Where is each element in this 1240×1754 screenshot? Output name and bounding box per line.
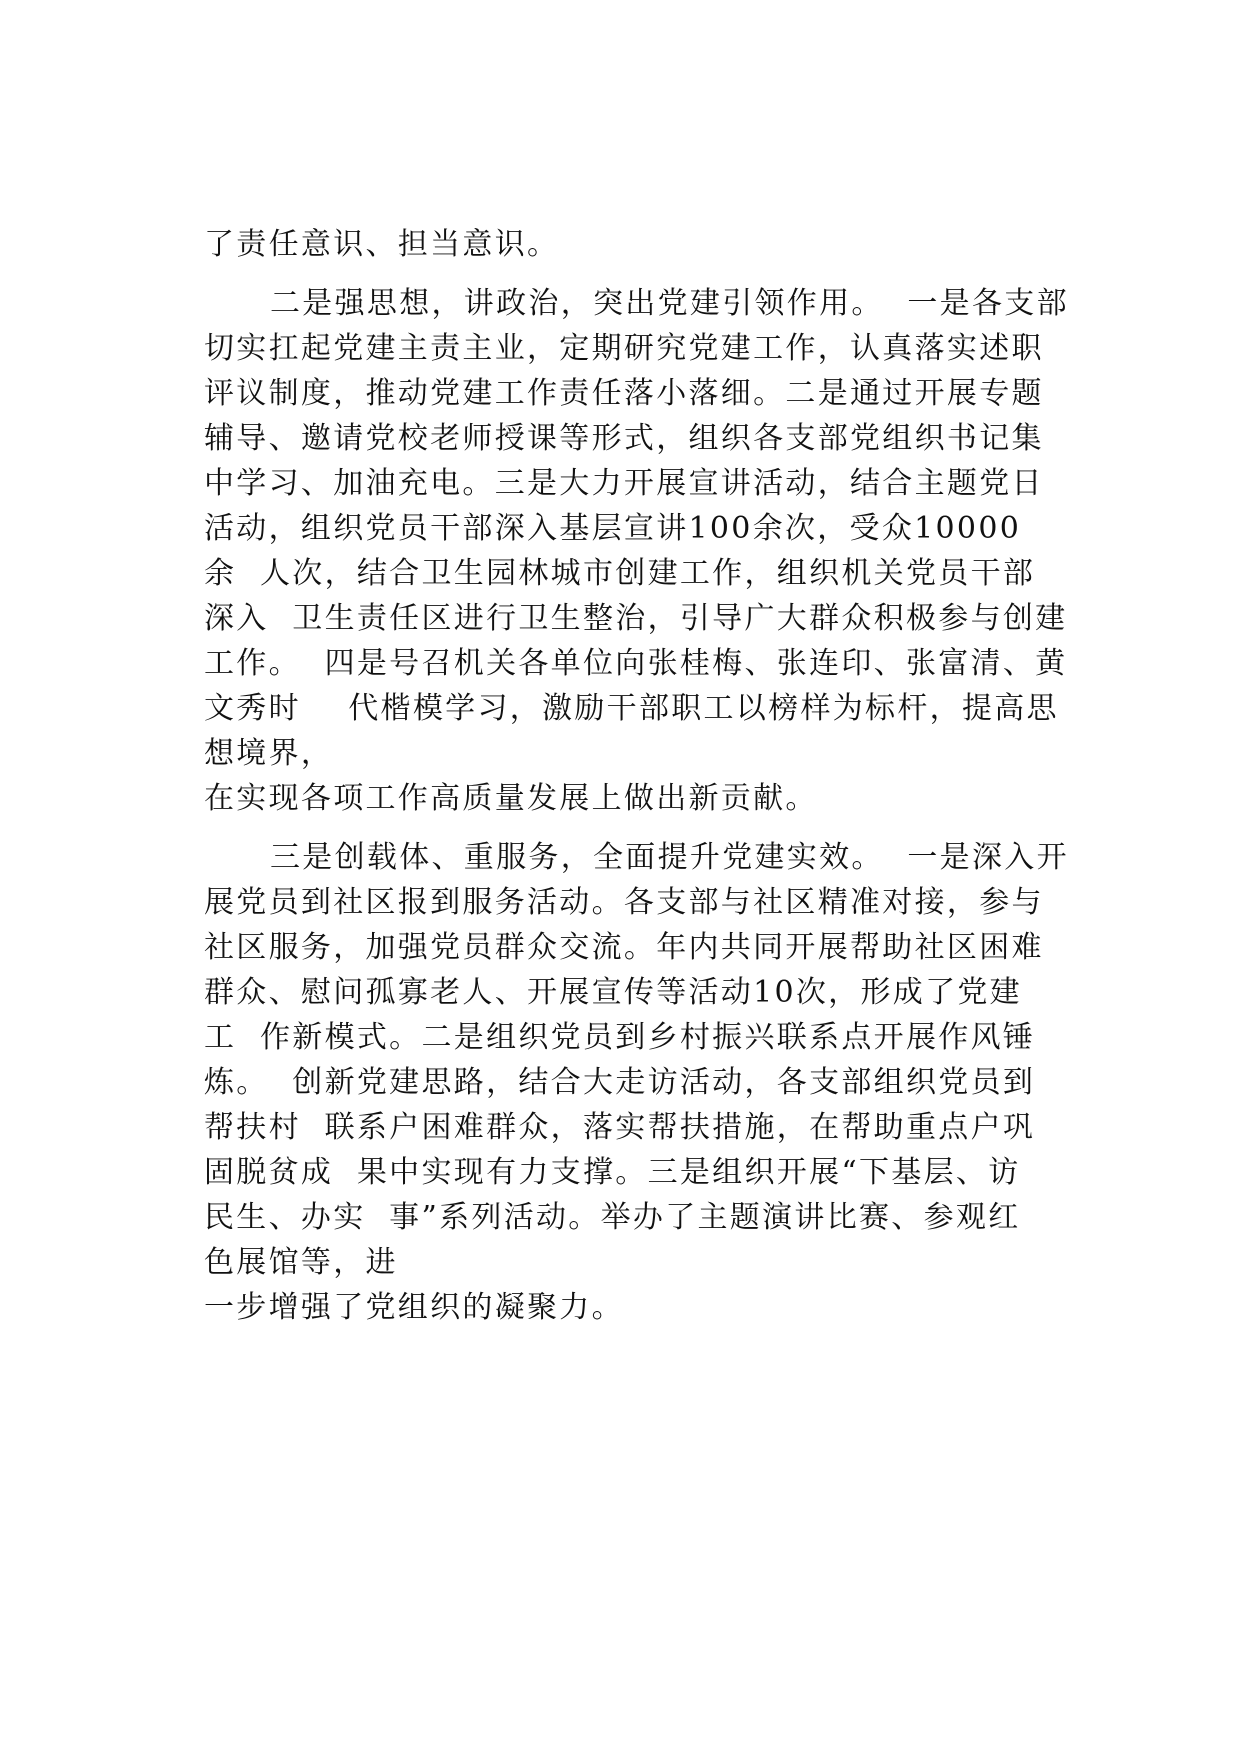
text-line: 展党员到社区报到服务活动。各支部与社区精准对接，参与 <box>204 885 1044 920</box>
text-line: 工 作新模式。二是组织党员到乡村振兴联系点开展作风锤 <box>204 1020 1036 1055</box>
text-line: 了责任意识、担当意识。 <box>204 227 560 262</box>
text-line: 色展馆等，进 <box>204 1245 398 1280</box>
text-line: 在实现各项工作高质量发展上做出新贡献。 <box>204 781 818 816</box>
section-two-heading-line: 二是强思想，讲政治，突出党建引领作用。 一是各支部 <box>270 286 1069 321</box>
text-line: 炼。 创新党建思路，结合大走访活动，各支部组织党员到 <box>204 1065 1036 1100</box>
text-line: 帮扶村 联系户困难群众，落实帮扶措施，在帮助重点户巩 <box>204 1110 1036 1145</box>
text-line: 活动，组织党员干部深入基层宣讲100余次，受众10000 <box>204 511 1022 546</box>
text-line: 深入 卫生责任区进行卫生整治，引导广大群众积极参与创建 <box>204 601 1068 636</box>
text-line: 想境界， <box>204 736 334 771</box>
text-line: 余 人次，结合卫生园林城市创建工作，组织机关党员干部 <box>204 556 1036 591</box>
section-three-heading-line: 三是创载体、重服务，全面提升党建实效。 一是深入开 <box>270 840 1069 875</box>
text-line: 文秀时 代楷模学习，激励干部职工以榜样为标杆，提高思 <box>204 691 1059 726</box>
text-line: 切实扛起党建主责主业，定期研究党建工作，认真落实述职 <box>204 331 1044 366</box>
text-line: 辅导、邀请党校老师授课等形式，组织各支部党组织书记集 <box>204 421 1044 456</box>
text-line: 群众、慰问孤寡老人、开展宣传等活动10次，形成了党建 <box>204 975 1022 1010</box>
text-line: 固脱贫成 果中实现有力支撑。三是组织开展“下基层、访 <box>204 1155 1021 1190</box>
text-line: 工作。 四是号召机关各单位向张桂梅、张连印、张富清、黄 <box>204 646 1068 681</box>
text-line: 中学习、加油充电。三是大力开展宣讲活动，结合主题党日 <box>204 466 1044 501</box>
text-line: 民生、办实 事”系列活动。举办了主题演讲比赛、参观红 <box>204 1200 1021 1235</box>
text-line: 社区服务，加强党员群众交流。年内共同开展帮助社区困难 <box>204 930 1044 965</box>
text-line: 一步增强了党组织的凝聚力。 <box>204 1290 624 1325</box>
text-line: 评议制度，推动党建工作责任落小落细。二是通过开展专题 <box>204 376 1044 411</box>
